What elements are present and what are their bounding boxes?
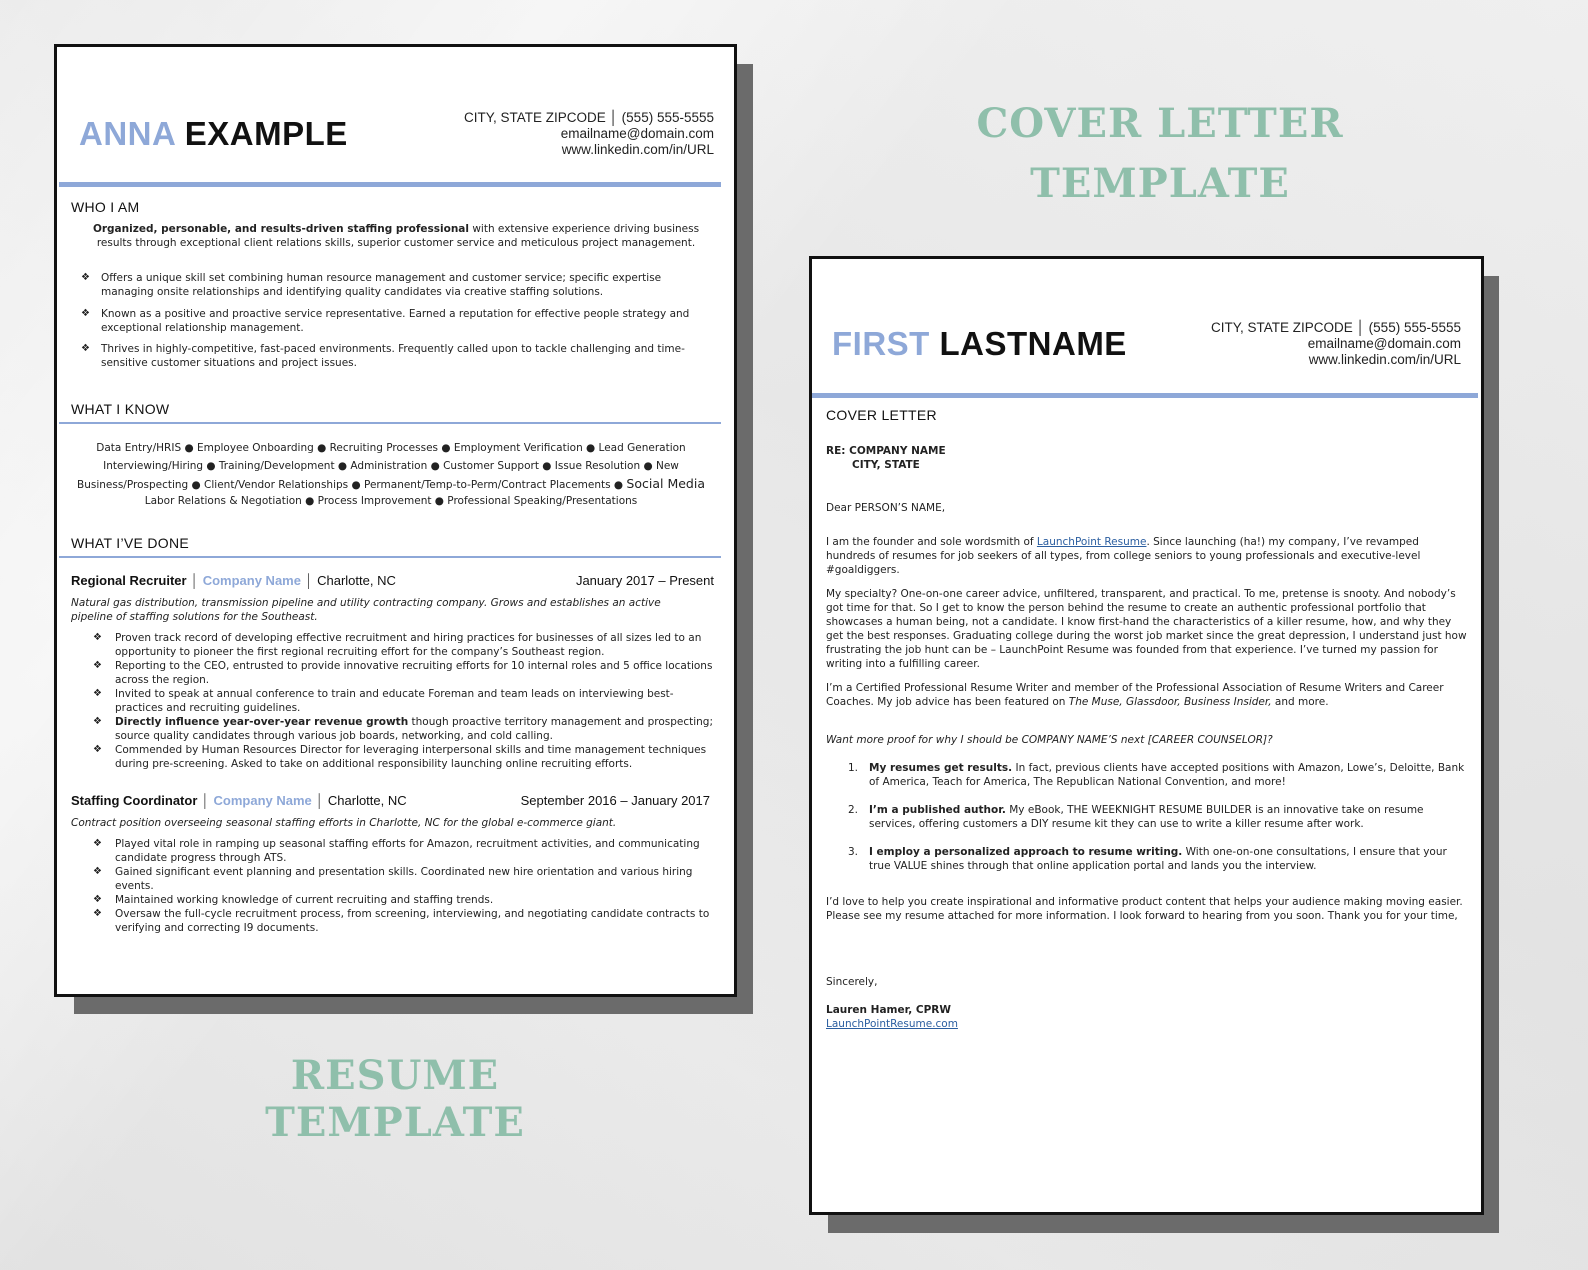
cover-paragraph-3: I’m a Certified Professional Resume Writer and member of the Professional Association of Resume Writers and Career Coaches. My job advice has been featured on The Muse, Glassdoor, Business Insider, and more.: [826, 682, 1444, 708]
skills-block: [61, 440, 721, 510]
job-bullet: ❖ Oversaw the full-cycle recruitment process, from screening, interviewing, and negotiating candidate contracts to verifying and correcting I9 documents.: [93, 908, 710, 934]
diamond-bullet-icon: ❖: [93, 894, 102, 905]
what-i-know-rule: [59, 422, 721, 424]
diamond-bullet-icon: ❖: [93, 716, 102, 727]
who-i-am-title: WHO I AM: [71, 199, 140, 215]
job-bullet: ❖ Maintained working knowledge of current recruiting and staffing trends.: [93, 894, 494, 906]
re-line: RE: COMPANY NAME: [826, 445, 946, 457]
job-bullet: ❖ Gained significant event planning and presentation skills. Coordinated new hire orientation and various hiring events.: [93, 866, 693, 892]
who-bullet: ❖ Thrives in highly-competitive, fast-paced environments. Frequently called upon to tackle challenging and time-sensitive customer situations and project issues.: [81, 343, 685, 369]
cover-last-name: LASTNAME: [939, 325, 1127, 362]
job-header: Regional Recruiter │ Company Name │ Charlotte, NC: [71, 573, 396, 588]
greeting: Dear PERSON’S NAME,: [826, 502, 946, 514]
skills-line: Interviewing/Hiring ● Training/Development ● Administration ● Customer Support ● Issue Resolution ● New: [103, 459, 679, 472]
closing-paragraph: I’d love to help you create inspirational and informative product content that helps your audience making moving easier. Please see my resume attached for more information. I look forward to hearing from you soon. Thank you for your time,: [826, 896, 1463, 922]
cover-header-rule: [812, 393, 1478, 398]
job-bullet: ❖ Reporting to the CEO, entrusted to provide innovative recruiting efforts for 10 internal roles and 5 office locations across the region.: [93, 660, 713, 686]
job-bullet: ❖ Played vital role in ramping up seasonal staffing efforts for Amazon, recruitment activities, and communicating candidate progress through ATS.: [93, 838, 700, 864]
job-bullet: ❖ Directly influence year-over-year revenue growth though proactive territory management and prospecting; source quality candidates through various job boards, networking, and cold calling.: [93, 716, 713, 742]
signer-website-link[interactable]: LaunchPointResume.com: [826, 1018, 958, 1030]
diamond-bullet-icon: ❖: [93, 744, 102, 755]
job-location: Charlotte, NC: [327, 793, 407, 808]
list-number: 1.: [848, 762, 859, 774]
summary-bold: Organized, personable, and results-driven staffing professional: [92, 223, 469, 235]
diamond-bullet-icon: ❖: [81, 272, 90, 283]
cover-first-name: FIRST: [832, 325, 930, 362]
resume-city-phone: CITY, STATE ZIPCODE │ (555) 555-5555: [463, 110, 714, 125]
list-number: 3.: [848, 846, 859, 858]
list-item: I employ a personalized approach to resume writing. With one-on-one consultations, I ensure that your true VALUE shines through that online application portal and lands you the interview.: [869, 846, 1447, 872]
who-i-am-summary: [81, 222, 711, 250]
job-description: Natural gas distribution, transmission pipeline and utility contracting company. Grows and establishes an active pipeline of staffing solutions for the Southeast.: [71, 597, 661, 623]
job-bullet: ❖ Commended by Human Resources Director for leveraging interpersonal skills and time management techniques during pre-screening. Asked to take on additional responsibility launching online recruiting efforts.: [93, 744, 707, 770]
cover-paragraph-1: I am the founder and sole wordsmith of LaunchPoint Resume. Since launching (ha!) my company, I’ve revamped hundreds of resumes for job seekers of all types, from college seniors to young professionals and executive-level #goaldiggers.: [826, 536, 1421, 576]
resume-header-rule: [59, 182, 721, 187]
diamond-bullet-icon: ❖: [93, 866, 102, 877]
cover-letter-caption-line1: COVER LETTER: [976, 100, 1344, 147]
resume-email: emailname@domain.com: [560, 126, 714, 141]
who-bullet: ❖ Offers a unique skill set combining human resource management and customer service; specific expertise managing onsite relationships and identifying quality candidates via creative staffing solutions.: [81, 272, 662, 298]
skills-line: Data Entry/HRIS ● Employee Onboarding ● Recruiting Processes ● Employment Verification ● Lead Generation: [96, 442, 686, 454]
what-ive-done-rule: [59, 556, 721, 558]
job-title: Staffing Coordinator: [71, 793, 198, 808]
cover-paragraph-2: My specialty? One-on-one career advice, unfiltered, transparent, and practical. To me, pretense is snooty. And nobody’s got time for that. So I get to know the person behind the resume to create an authentic professional portfolio that showcases a human being, not a candidate. I know first-hand the characteristics of a killer resume, how, and why they get the best responses. Graduating college during the worst job market since the great depression, I understand just how frustrating the job hunt can be – LaunchPoint Resume was founded from that experience. I’ve turned my passion for writing into a fulfilling career.: [826, 588, 1467, 670]
proof-line: Want more proof for why I should be COMPANY NAME’S next [CAREER COUNSELOR]?: [826, 734, 1273, 746]
diamond-bullet-icon: ❖: [93, 660, 102, 671]
resume-first-name: ANNA: [79, 115, 176, 152]
summary-rest: with extensive experience driving business results through exceptional client relations skills, superior customer service and meticulous project management.: [96, 223, 700, 249]
cover-name: [832, 325, 1127, 363]
what-i-know-title: WHAT I KNOW: [71, 401, 170, 417]
cover-letter-title: COVER LETTER: [826, 407, 937, 423]
cover-letter-page: [809, 256, 1484, 1215]
cover-linkedin: www.linkedin.com/in/URL: [1308, 352, 1461, 367]
job-title: Regional Recruiter: [71, 573, 187, 588]
signer-name: Lauren Hamer, CPRW: [826, 1004, 951, 1016]
job-location: Charlotte, NC: [317, 573, 396, 588]
skills-line: Business/Prospecting ● Client/Vendor Relationships ● Permanent/Temp-to-Perm/Contract Placements ● Social Media: [77, 476, 705, 491]
list-item: My resumes get results. In fact, previous clients have accepted positions with Amazon, Lowe’s, Deloitte, Bank of America, Teach for America, The Republican National Convention, and more!: [869, 762, 1465, 788]
diamond-bullet-icon: ❖: [93, 632, 102, 643]
job-company: Company Name: [202, 573, 301, 588]
resume-linkedin: www.linkedin.com/in/URL: [561, 142, 714, 157]
job-header: Staffing Coordinator │ Company Name │ Charlotte, NC: [71, 793, 407, 808]
what-ive-done-title: WHAT I’VE DONE: [71, 535, 190, 551]
sincerely: Sincerely,: [826, 976, 878, 988]
list-item: I’m a published author. My eBook, THE WEEKNIGHT RESUME BUILDER is an innovative take on resume services, offering customers a DIY resume kit they can use to write a killer resume after work.: [869, 804, 1424, 830]
resume-caption: RESUME TEMPLATE: [265, 1052, 525, 1146]
job-bullet: ❖ Invited to speak at annual conference to train and educate Foreman and team leads on interviewing best-practices and recruiting guidelines.: [93, 688, 674, 714]
cover-letter-caption-line2: TEMPLATE: [1030, 160, 1290, 207]
resume-last-name: EXAMPLE: [184, 115, 348, 152]
re-city: CITY, STATE: [852, 459, 920, 471]
cover-email: emailname@domain.com: [1307, 336, 1461, 351]
resume-contact: [384, 110, 714, 158]
launchpoint-link[interactable]: LaunchPoint Resume: [1036, 536, 1147, 548]
job-bullet: ❖ Proven track record of developing effective recruitment and hiring practices for businesses of all sizes led to an opportunity to pioneer the first regional recruiting effort for the company’s Southeast region.: [93, 632, 702, 658]
who-bullet: ❖ Known as a positive and proactive service representative. Earned a reputation for effective people strategy and exceptional relationship management.: [81, 308, 690, 334]
skills-line: Labor Relations & Negotiation ● Process Improvement ● Professional Speaking/Presentations: [144, 494, 638, 507]
job-dates: September 2016 – January 2017: [520, 793, 710, 808]
job-dates: January 2017 – Present: [575, 573, 714, 588]
resume-page: [54, 44, 737, 997]
resume-name: [79, 115, 348, 153]
cover-contact: [1131, 320, 1461, 368]
diamond-bullet-icon: ❖: [81, 343, 90, 354]
diamond-bullet-icon: ❖: [81, 308, 90, 319]
job-description: Contract position overseeing seasonal staffing efforts in Charlotte, NC for the global e-commerce giant.: [71, 817, 617, 829]
cover-city-phone: CITY, STATE ZIPCODE │ (555) 555-5555: [1210, 320, 1461, 335]
job-company: Company Name: [213, 793, 312, 808]
diamond-bullet-icon: ❖: [93, 838, 102, 849]
diamond-bullet-icon: ❖: [93, 908, 102, 919]
list-number: 2.: [848, 804, 859, 816]
diamond-bullet-icon: ❖: [93, 688, 102, 699]
